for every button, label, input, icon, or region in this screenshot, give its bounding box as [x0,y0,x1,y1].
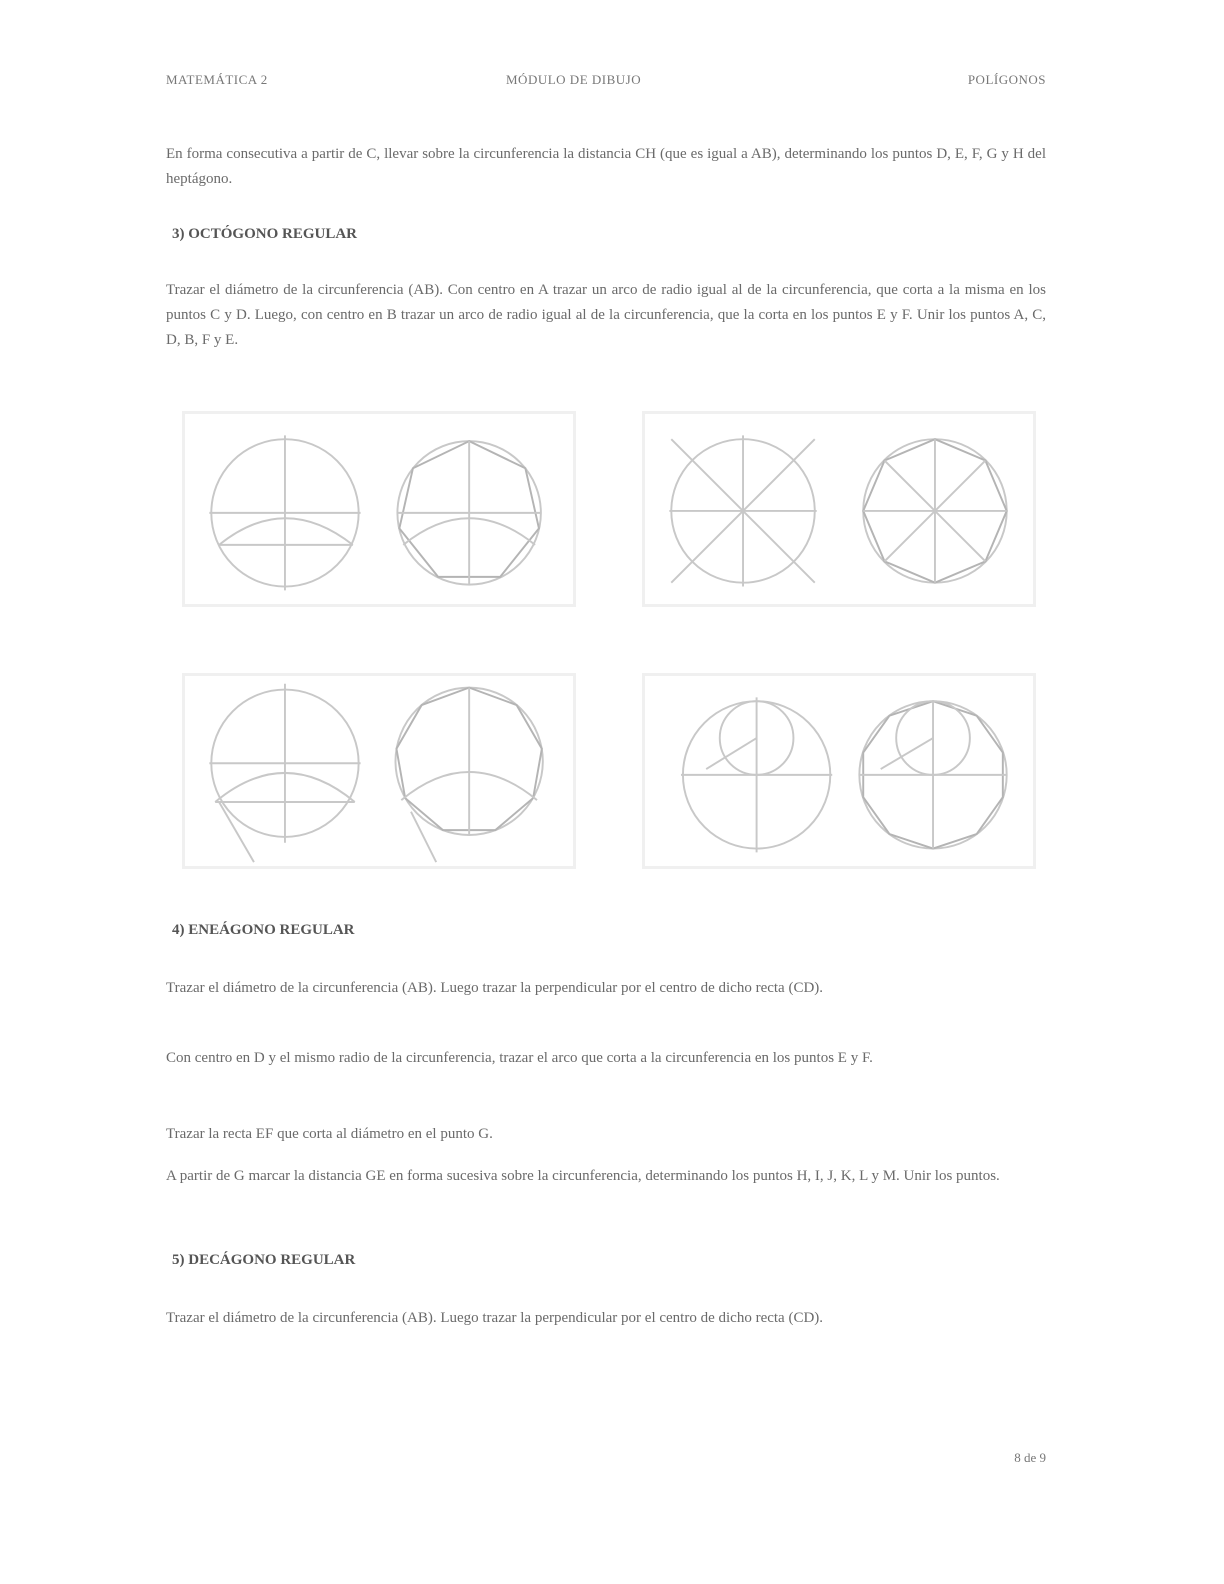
section-heading-octagon: 3) OCTÓGONO REGULAR [172,226,358,242]
octagon-diagram [645,414,1033,604]
enneagon-paragraph-2: Con centro en D y el mismo radio de la circunferencia, trazar el arco que corta a la circunferencia en los puntos E y F. [166,1050,873,1066]
intro-paragraph: En forma consecutiva a partir de C, llevar sobre la circunferencia la distancia CH (que es igual a AB), determinando los puntos D, E, F, G y H del heptágono. [166,146,1046,187]
decagon-paragraph: Trazar el diámetro de la circunferencia (AB). Luego trazar la perpendicular por el centro de dicho recta (CD). [166,1310,824,1326]
section-heading-enneagon: 4) ENEÁGONO REGULAR [172,922,355,938]
figure-enneagon-construction [182,673,576,869]
decagon-diagram [645,676,1033,866]
octagon-paragraph: Trazar el diámetro de la circunferencia (AB). Con centro en A trazar un arco de radio igual al de la circunferencia, que corta a la misma en los puntos C y D. Luego, con centro en B trazar un arco de radio igual al de la circunferencia, que la corta en los puntos E y F. Unir los puntos A, C, D, B, F y E. [166,282,1046,348]
heptagon-diagram [185,414,573,604]
enneagon-paragraph-3: Trazar la recta EF que corta al diámetro en el punto G. [166,1126,493,1142]
header-right: POLÍGONOS [967,72,1046,87]
enneagon-paragraph-4: A partir de G marcar la distancia GE en forma sucesiva sobre la circunferencia, determinando los puntos H, I, J, K, L y M. Unir los puntos. [166,1168,1000,1184]
page-header [166,72,1046,92]
figure-heptagon-construction [182,411,576,607]
header-left: MATEMÁTICA 2 [166,72,268,87]
header-center: MÓDULO DE DIBUJO [506,72,642,87]
enneagon-paragraph-1: Trazar el diámetro de la circunferencia (AB). Luego trazar la perpendicular por el centro de dicho recta (CD). [166,980,824,996]
page-number: 8 de 9 [1014,1450,1046,1465]
enneagon-diagram [185,676,573,866]
section-heading-decagon: 5) DECÁGONO REGULAR [172,1252,356,1268]
figure-decagon-construction [642,673,1036,869]
arc [219,518,353,545]
figure-octagon-construction [642,411,1036,607]
extension-line [219,802,254,862]
